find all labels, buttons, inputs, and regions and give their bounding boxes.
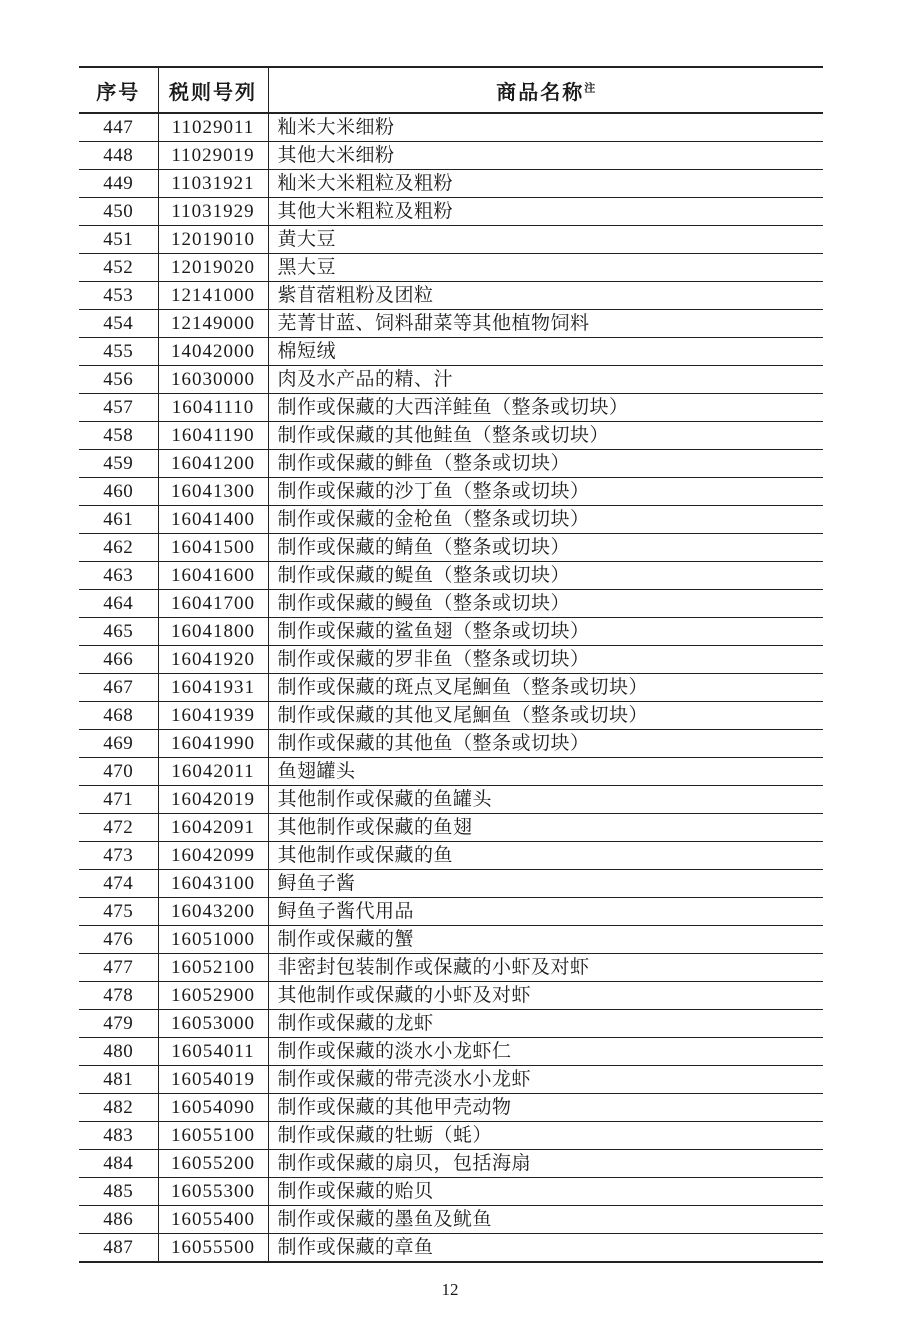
product-name-cell: 制作或保藏的鳗鱼（整条或切块） xyxy=(268,590,823,618)
product-name-cell: 制作或保藏的贻贝 xyxy=(268,1178,823,1206)
tariff-code-cell: 16041700 xyxy=(158,590,268,618)
tariff-code-cell: 16042091 xyxy=(158,814,268,842)
table-row xyxy=(79,702,823,730)
table-row xyxy=(79,1038,823,1066)
serial-number-cell: 452 xyxy=(79,254,158,282)
serial-number-cell: 477 xyxy=(79,954,158,982)
product-name-cell: 其他制作或保藏的鱼 xyxy=(268,842,823,870)
product-name-cell: 其他制作或保藏的鱼罐头 xyxy=(268,786,823,814)
table-row xyxy=(79,366,823,394)
tariff-code-cell: 16030000 xyxy=(158,366,268,394)
product-name-cell: 鲟鱼子酱 xyxy=(268,870,823,898)
table-row xyxy=(79,646,823,674)
tariff-code-cell: 16041931 xyxy=(158,674,268,702)
serial-number-cell: 449 xyxy=(79,170,158,198)
serial-number-cell: 457 xyxy=(79,394,158,422)
product-name-cell: 肉及水产品的精、汁 xyxy=(268,366,823,394)
table-row xyxy=(79,590,823,618)
table-row xyxy=(79,618,823,646)
tariff-code-cell: 16055200 xyxy=(158,1150,268,1178)
serial-number-cell: 450 xyxy=(79,198,158,226)
serial-number-cell: 475 xyxy=(79,898,158,926)
tariff-code-cell: 16041800 xyxy=(158,618,268,646)
table-row xyxy=(79,870,823,898)
serial-number-cell: 471 xyxy=(79,786,158,814)
serial-number-cell: 485 xyxy=(79,1178,158,1206)
product-name-cell: 制作或保藏的鲨鱼翅（整条或切块） xyxy=(268,618,823,646)
product-name-cell: 籼米大米粗粒及粗粉 xyxy=(268,170,823,198)
serial-number-cell: 478 xyxy=(79,982,158,1010)
tariff-code-cell: 16054011 xyxy=(158,1038,268,1066)
serial-number-cell: 451 xyxy=(79,226,158,254)
tariff-code-cell: 16055100 xyxy=(158,1122,268,1150)
tariff-code-cell: 16041600 xyxy=(158,562,268,590)
serial-number-cell: 464 xyxy=(79,590,158,618)
product-name-cell: 芜菁甘蓝、饲料甜菜等其他植物饲料 xyxy=(268,310,823,338)
product-name-cell: 制作或保藏的其他叉尾鮰鱼（整条或切块） xyxy=(268,702,823,730)
product-name-cell: 制作或保藏的金枪鱼（整条或切块） xyxy=(268,506,823,534)
table-row xyxy=(79,926,823,954)
serial-number-cell: 448 xyxy=(79,142,158,170)
serial-number-cell: 455 xyxy=(79,338,158,366)
header-note-superscript: 注 xyxy=(584,81,596,94)
tariff-code-cell: 16041990 xyxy=(158,730,268,758)
serial-number-cell: 465 xyxy=(79,618,158,646)
serial-number-cell: 454 xyxy=(79,310,158,338)
serial-number-cell: 472 xyxy=(79,814,158,842)
tariff-code-cell: 16042099 xyxy=(158,842,268,870)
table-row xyxy=(79,142,823,170)
product-name-cell: 制作或保藏的其他鲑鱼（整条或切块） xyxy=(268,422,823,450)
table-row xyxy=(79,786,823,814)
table-body xyxy=(79,113,823,1262)
table-row xyxy=(79,506,823,534)
tariff-code-cell: 12019010 xyxy=(158,226,268,254)
product-name-cell: 制作或保藏的蟹 xyxy=(268,926,823,954)
product-name-cell: 制作或保藏的龙虾 xyxy=(268,1010,823,1038)
tariff-code-cell: 16055500 xyxy=(158,1234,268,1263)
table-row xyxy=(79,450,823,478)
product-name-cell: 其他制作或保藏的鱼翅 xyxy=(268,814,823,842)
product-name-cell: 制作或保藏的牡蛎（蚝） xyxy=(268,1122,823,1150)
tariff-code-cell: 16041300 xyxy=(158,478,268,506)
table-row xyxy=(79,730,823,758)
serial-number-cell: 459 xyxy=(79,450,158,478)
serial-number-cell: 484 xyxy=(79,1150,158,1178)
product-name-cell: 制作或保藏的淡水小龙虾仁 xyxy=(268,1038,823,1066)
serial-number-cell: 462 xyxy=(79,534,158,562)
serial-number-cell: 468 xyxy=(79,702,158,730)
tariff-code-cell: 16054019 xyxy=(158,1066,268,1094)
table-row xyxy=(79,282,823,310)
tariff-code-cell: 16041939 xyxy=(158,702,268,730)
table-row xyxy=(79,1206,823,1234)
table-row xyxy=(79,422,823,450)
tariff-table xyxy=(79,66,823,1263)
table-row xyxy=(79,1234,823,1263)
serial-number-cell: 456 xyxy=(79,366,158,394)
column-header-product-name xyxy=(268,67,823,113)
tariff-code-cell: 14042000 xyxy=(158,338,268,366)
tariff-code-cell: 16042011 xyxy=(158,758,268,786)
product-name-cell: 鱼翅罐头 xyxy=(268,758,823,786)
table-row xyxy=(79,478,823,506)
serial-number-cell: 447 xyxy=(79,113,158,142)
tariff-code-cell: 12149000 xyxy=(158,310,268,338)
table-row xyxy=(79,898,823,926)
serial-number-cell: 458 xyxy=(79,422,158,450)
product-name-cell: 紫苜蓿粗粉及团粒 xyxy=(268,282,823,310)
table-row xyxy=(79,1066,823,1094)
product-name-cell: 制作或保藏的带壳淡水小龙虾 xyxy=(268,1066,823,1094)
serial-number-cell: 486 xyxy=(79,1206,158,1234)
product-name-cell: 黄大豆 xyxy=(268,226,823,254)
tariff-code-cell: 16041190 xyxy=(158,422,268,450)
table-header-row xyxy=(79,67,823,113)
serial-number-cell: 473 xyxy=(79,842,158,870)
page-number: 12 xyxy=(441,1280,459,1299)
serial-number-cell: 487 xyxy=(79,1234,158,1263)
serial-number-cell: 482 xyxy=(79,1094,158,1122)
tariff-code-cell: 12019020 xyxy=(158,254,268,282)
product-name-cell: 制作或保藏的扇贝，包括海扇 xyxy=(268,1150,823,1178)
product-name-cell: 制作或保藏的大西洋鲑鱼（整条或切块） xyxy=(268,394,823,422)
product-name-cell: 棉短绒 xyxy=(268,338,823,366)
table-row xyxy=(79,674,823,702)
tariff-code-cell: 11029019 xyxy=(158,142,268,170)
table-row xyxy=(79,254,823,282)
serial-number-cell: 474 xyxy=(79,870,158,898)
product-name-cell: 制作或保藏的鲱鱼（整条或切块） xyxy=(268,450,823,478)
product-name-cell: 制作或保藏的斑点叉尾鮰鱼（整条或切块） xyxy=(268,674,823,702)
serial-number-cell: 466 xyxy=(79,646,158,674)
tariff-code-cell: 16055400 xyxy=(158,1206,268,1234)
table-row xyxy=(79,814,823,842)
serial-number-cell: 480 xyxy=(79,1038,158,1066)
table-row xyxy=(79,534,823,562)
table-row xyxy=(79,758,823,786)
product-name-cell: 其他制作或保藏的小虾及对虾 xyxy=(268,982,823,1010)
product-name-cell: 制作或保藏的墨鱼及鱿鱼 xyxy=(268,1206,823,1234)
table-row xyxy=(79,198,823,226)
table-row xyxy=(79,394,823,422)
product-name-cell: 鲟鱼子酱代用品 xyxy=(268,898,823,926)
tariff-code-cell: 16041920 xyxy=(158,646,268,674)
column-header-serial-number: 序号 xyxy=(79,67,158,113)
serial-number-cell: 461 xyxy=(79,506,158,534)
tariff-code-cell: 16052100 xyxy=(158,954,268,982)
tariff-code-cell: 16052900 xyxy=(158,982,268,1010)
table-row xyxy=(79,170,823,198)
table-row xyxy=(79,1150,823,1178)
tariff-code-cell: 11029011 xyxy=(158,113,268,142)
tariff-code-cell: 11031921 xyxy=(158,170,268,198)
product-name-cell: 非密封包装制作或保藏的小虾及对虾 xyxy=(268,954,823,982)
serial-number-cell: 463 xyxy=(79,562,158,590)
product-name-cell: 制作或保藏的鳀鱼（整条或切块） xyxy=(268,562,823,590)
serial-number-cell: 469 xyxy=(79,730,158,758)
serial-number-cell: 460 xyxy=(79,478,158,506)
tariff-code-cell: 16041200 xyxy=(158,450,268,478)
serial-number-cell: 481 xyxy=(79,1066,158,1094)
table-row xyxy=(79,310,823,338)
tariff-code-cell: 16055300 xyxy=(158,1178,268,1206)
tariff-code-cell: 12141000 xyxy=(158,282,268,310)
product-name-cell: 其他大米粗粒及粗粉 xyxy=(268,198,823,226)
tariff-code-cell: 16042019 xyxy=(158,786,268,814)
serial-number-cell: 467 xyxy=(79,674,158,702)
table-row xyxy=(79,842,823,870)
product-name-cell: 籼米大米细粉 xyxy=(268,113,823,142)
serial-number-cell: 453 xyxy=(79,282,158,310)
product-name-cell: 制作或保藏的章鱼 xyxy=(268,1234,823,1263)
table-row xyxy=(79,982,823,1010)
tariff-code-cell: 11031929 xyxy=(158,198,268,226)
table-row xyxy=(79,113,823,142)
serial-number-cell: 476 xyxy=(79,926,158,954)
tariff-code-cell: 16054090 xyxy=(158,1094,268,1122)
table-row xyxy=(79,954,823,982)
tariff-code-cell: 16041400 xyxy=(158,506,268,534)
tariff-code-cell: 16043200 xyxy=(158,898,268,926)
product-name-cell: 黑大豆 xyxy=(268,254,823,282)
table-row xyxy=(79,1122,823,1150)
serial-number-cell: 470 xyxy=(79,758,158,786)
table-row xyxy=(79,1094,823,1122)
table-row xyxy=(79,1010,823,1038)
serial-number-cell: 479 xyxy=(79,1010,158,1038)
table-row xyxy=(79,562,823,590)
table-row xyxy=(79,1178,823,1206)
tariff-code-cell: 16041110 xyxy=(158,394,268,422)
product-name-cell: 制作或保藏的其他甲壳动物 xyxy=(268,1094,823,1122)
product-name-cell: 制作或保藏的鲭鱼（整条或切块） xyxy=(268,534,823,562)
table-row xyxy=(79,338,823,366)
tariff-code-cell: 16051000 xyxy=(158,926,268,954)
product-name-cell: 制作或保藏的沙丁鱼（整条或切块） xyxy=(268,478,823,506)
product-name-cell: 制作或保藏的其他鱼（整条或切块） xyxy=(268,730,823,758)
product-name-cell: 制作或保藏的罗非鱼（整条或切块） xyxy=(268,646,823,674)
table-row xyxy=(79,226,823,254)
tariff-code-cell: 16053000 xyxy=(158,1010,268,1038)
serial-number-cell: 483 xyxy=(79,1122,158,1150)
product-name-cell: 其他大米细粉 xyxy=(268,142,823,170)
column-header-product-name-text: 商品名称 xyxy=(496,81,585,104)
tariff-code-cell: 16043100 xyxy=(158,870,268,898)
tariff-code-cell: 16041500 xyxy=(158,534,268,562)
column-header-tariff-code: 税则号列 xyxy=(158,67,268,113)
